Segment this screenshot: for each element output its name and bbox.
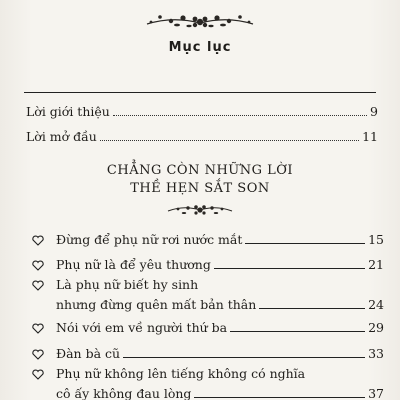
chapter-title-line1: Phụ nữ không lên tiếng không có nghĩa	[56, 366, 306, 381]
chapter-page: 24	[368, 297, 384, 312]
toc-title: Mục lục	[168, 40, 232, 55]
heart-outline-icon	[32, 349, 44, 360]
chapter-title-line2: nhưng đừng quên mất bản thân	[56, 297, 257, 312]
leader-line	[259, 307, 365, 309]
heart-outline-icon	[32, 260, 44, 271]
dot-leader	[113, 114, 367, 116]
entry-page: 11	[362, 129, 378, 144]
chapter-page: 21	[368, 257, 384, 272]
leader-line	[194, 396, 365, 398]
chapter-entry[interactable]	[32, 255, 384, 275]
chapter-title-line2: cô ấy không đau lòng	[56, 386, 192, 400]
chapter-title: Phụ nữ là để yêu thương	[56, 257, 211, 272]
chapter-entry[interactable]	[32, 275, 384, 315]
heart-outline-icon	[32, 235, 44, 246]
entry-label: Lời giới thiệu	[26, 104, 110, 119]
divider-top	[24, 92, 376, 93]
chapter-page: 37	[368, 386, 384, 400]
entry-page: 9	[370, 104, 378, 119]
chapter-entry[interactable]	[32, 364, 384, 400]
chapter-page: 29	[368, 320, 384, 335]
chapter-entry[interactable]	[32, 344, 384, 364]
entry-label: Lời mở đầu	[26, 129, 97, 144]
toc-entry-introduction[interactable]	[26, 104, 378, 122]
chapter-title-line1: Là phụ nữ biết hy sinh	[56, 277, 199, 292]
small-floral-ornament-icon	[164, 200, 236, 220]
chapter-page: 15	[368, 232, 384, 247]
chapter-entry[interactable]	[32, 318, 384, 338]
floral-ornament-icon	[143, 10, 257, 34]
leader-line	[123, 356, 365, 358]
heart-outline-icon	[32, 323, 44, 334]
heart-outline-icon	[32, 369, 44, 380]
leader-line	[230, 330, 365, 332]
heart-outline-icon	[32, 280, 44, 291]
leader-line	[245, 242, 365, 244]
chapter-title: Đàn bà cũ	[56, 346, 121, 361]
leader-line	[214, 267, 365, 269]
chapter-page: 33	[368, 346, 384, 361]
toc-entry-preface[interactable]	[26, 129, 378, 147]
part-title-line1: CHẲNG CÒN NHỮNG LỜI	[106, 163, 294, 178]
chapter-title: Đừng để phụ nữ rơi nước mắt	[56, 232, 243, 247]
chapter-title: Nói với em về người thứ ba	[56, 320, 228, 335]
dot-leader	[100, 139, 359, 141]
chapter-entry[interactable]	[32, 230, 384, 250]
part-title-line2: THỀ HẸN SẮT SON	[130, 181, 270, 196]
bleed-through-texture	[276, 0, 396, 400]
